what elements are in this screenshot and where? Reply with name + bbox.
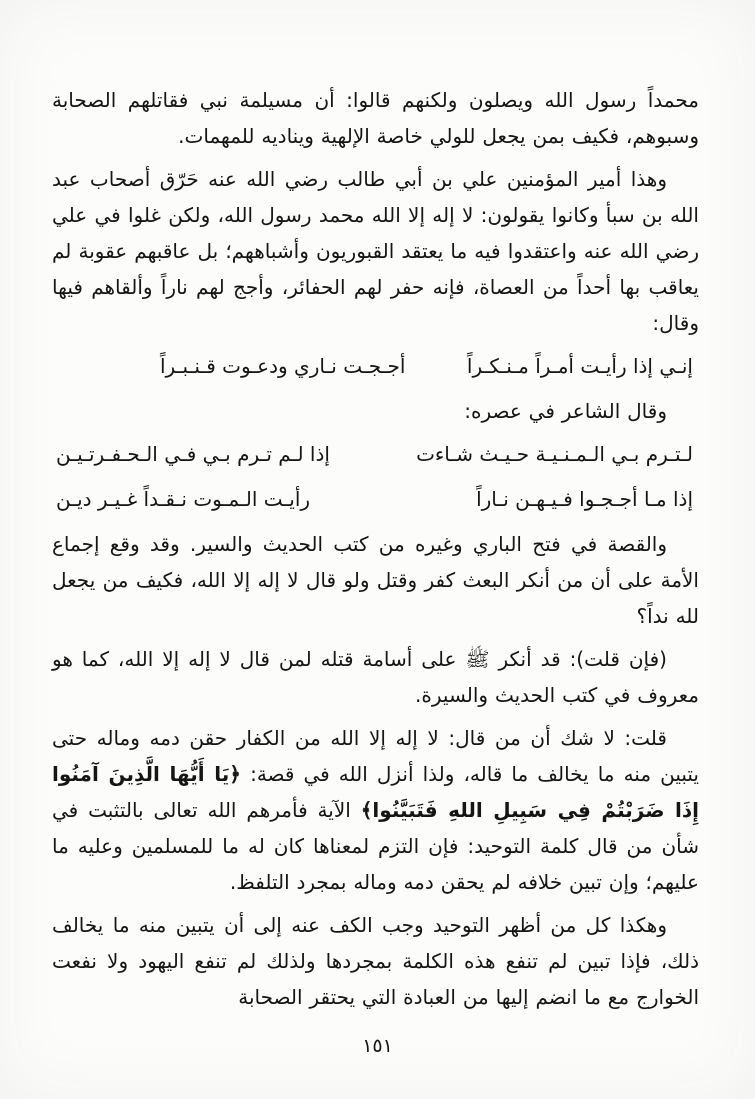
paragraph: وهذا أمير المؤمنين علي بن أبي طالب رضي الله عنه حَرّق أصحاب عبد الله بن سبأ وكانوا يقولون: لا إله إلا الله محمد رسول الله، ولكن غلوا في علي رضي الله عنه واعتقدوا فيه ما يعتقد القبوريون وأشباههم؛ بل عاقبهم عقوبة لم يعاقب بها أحداً من العصاة، فإنه حفر لهم الحفائر، وأجج لهم ناراً وألقاهم فيها وقال:	[52, 167, 699, 335]
hemistich-first: إذا مـا أجـجـوا فـيـهـن نـاراً	[476, 487, 693, 511]
poetry-line	[52, 436, 699, 472]
hemistich-second: إذا لـم تـرم بـي فـي الـحـفـرتـيـن	[56, 442, 330, 466]
paragraph-text: الآية فأمرهم الله تعالى بالتثبت في شأن من قال كلمة التوحيد: فإن التزم لمعناها كان له ما للمسلمين وعليه ما عليهم؛ وإن تبين خلافه لم يحقن دمه وماله بمجرد التلفظ.	[52, 798, 699, 894]
hemistich-second: أجـجـت نـاري ودعـوت قـنـبـراً	[160, 354, 406, 378]
paragraph: وقال الشاعر في عصره:	[464, 399, 667, 423]
hemistich-second: رأيـت الـمـوت نـقـداً غـيـر ديـن	[56, 487, 311, 511]
paragraph	[52, 720, 699, 900]
paragraph-continuation: محمداً رسول الله ويصلون ولكنهم قالوا: أن مسيلمة نبي فقاتلهم الصحابة وسبوهم، فكيف بمن يجعل للولي خاصة الإلهية ويناديه للمهمات.	[52, 88, 699, 148]
paragraph: وهكذا كل من أظهر التوحيد وجب الكف عنه إلى أن يتبين منه ما يخالف ذلك، فإذا تبين لم تنفع هذه الكلمة بمجردها ولذلك لم تنفع اليهود ولا نفعت الخوارج مع ما انضم إليها من العبادة التي يحتقر الصحابة	[52, 913, 699, 1009]
poetry-line	[52, 481, 699, 517]
paragraph: والقصة في فتح الباري وغيره من كتب الحديث والسير. وقد وقع إجماع الأمة على أن من أنكر البعث كفر وقتل ولو قال لا إله إلا الله، فكيف من يجعل لله نداً؟	[52, 532, 699, 628]
page-number: ١٥١	[362, 1035, 393, 1057]
paragraph-text: قلت: لا شك أن من قال: لا إله إلا الله من الكفار حقن دمه وماله حتى يتبين منه ما يخالف ما قاله، ولذا أنزل الله في قصة:	[52, 726, 699, 786]
hemistich-first: لـتـرم بـي الـمـنـيـة حـيـث شـاءت	[416, 442, 693, 466]
paragraph: (فإن قلت): قد أنكر ﷺ على أسامة قتله لمن قال لا إله إلا الله، كما هو معروف في كتب الحديث والسيرة.	[52, 647, 699, 707]
hemistich-first: إنـي إذا رأيـت أمـراً مـنـكـراً	[466, 354, 693, 378]
poetry-line	[52, 348, 699, 384]
quran-verse: ﴿يَا أَيُّهَا الَّذِينَ آمَنُوا إِذَا ضَرَبْتُمْ فِي سَبِيلِ اللهِ فَتَبَيَّنُوا﴾	[52, 762, 700, 822]
